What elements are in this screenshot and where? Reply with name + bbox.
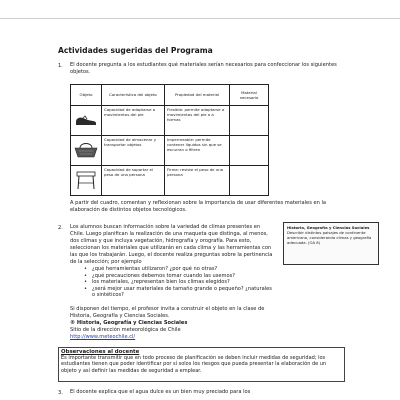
basket-icon (73, 142, 99, 158)
object-cell (71, 166, 102, 196)
list-item: • ¿qué herramientas utilizaron? ¿por qué no otras? (84, 266, 274, 273)
table-cell (230, 166, 269, 196)
table-row (71, 166, 269, 196)
meteochile-link[interactable]: http://www.meteochile.cl/ (70, 334, 136, 340)
item2-number: 2. (58, 225, 63, 231)
table-cell (230, 136, 269, 166)
table-row (71, 136, 269, 166)
page-title: Actividades sugeridas del Programa (58, 46, 213, 55)
curriculum-sidebox (283, 222, 379, 265)
table-header-row (71, 85, 269, 106)
item1-reflection: A partir del cuadro, comentan y reflexionan sobre la importancia de usar diferentes materiales en la elaboración de distintos objetos tecnológicos. (70, 200, 326, 213)
sidebox-text: Describir distintos paisajes de continente americano, considerando climas y geografía adecuada. (OA 8) (287, 230, 372, 245)
item3-number: 3. (58, 390, 63, 396)
item1-text: El docente pregunta a los estudiantes qué materiales serían necesarios para confeccionar los siguientes objetos. (70, 62, 337, 75)
object-cell (71, 106, 102, 136)
stool-icon (74, 169, 98, 191)
materials-table (70, 84, 269, 196)
table-header-cell: Material necesario (230, 85, 269, 106)
table-header-cell: Propiedad del material (165, 85, 230, 106)
item3-text: El docente explica que el agua dulce es un bien muy preciado para los (70, 389, 251, 395)
table-header-cell: Objeto (71, 85, 102, 106)
question-list (84, 266, 274, 299)
shoe-icon (74, 113, 98, 127)
table-cell (230, 106, 269, 136)
subject-label: ® Historia, Geografía y Ciencias Sociales (70, 320, 188, 326)
teacher-notes-title: Observaciones al docente (61, 349, 140, 355)
table-cell: Firme: resiste el peso de una persona (165, 166, 230, 196)
table-cell: Capacidad de almacenar y transportar objetos (102, 136, 165, 166)
table-cell: Capacidad de soportar el peso de una persona (102, 166, 165, 196)
table-cell: Flexible: permite adaptarse a movimientos del pie o a formas (165, 106, 230, 136)
sidebox-title: Historia, Geografía y Ciencias Sociales (287, 225, 370, 230)
list-item: • ¿será mejor usar materiales de tamaño grande o pequeño? ¿naturales o sintéticos? (84, 286, 274, 299)
site-label: Sitio de la dirección meteorológica de Chile (70, 327, 181, 333)
teacher-notes-text: Es importante transmitir que en todo proceso de planificación se deben incluir medidas de seguridad; los estudiantes tienen que poder identificar por sí solos los riesgos que pueda presentar la elaboración de un objeto y así definir las medidas de seguridad a emplear. (61, 355, 327, 374)
item2-text: Los alumnos buscan información sobre la variedad de climas presentes en Chile. Luego planifican la realización de una maqueta que distinga, al menos, dos climas y que incluya vegetación, hidrografía y orografía. Para esto, seleccionan los materiales que utilizarán en cada clima y las herramientas con las que los trabajarán. Luego, el docente realiza preguntas sobre la pertinencia de la selección; por ejemplo (70, 224, 273, 265)
header-rule (0, 18, 400, 19)
object-cell (71, 136, 102, 166)
table-header-cell: Característica del objeto (102, 85, 165, 106)
table-cell: Capacidad de adaptarse a movimientos del pie (102, 106, 165, 136)
table-row (71, 106, 269, 136)
table-cell: Impermeable: permite contener líquidos sin que se escurran o filtren (165, 136, 230, 166)
list-item: • los materiales, ¿representan bien los climas elegidos? (84, 279, 274, 286)
teacher-notes-box (58, 347, 345, 382)
item1-number: 1. (58, 63, 63, 69)
item2-closing: Si disponen del tiempo, el profesor invita a construir el objeto en la clase de Historia, Geografía y Ciencias Sociales. (70, 306, 265, 319)
list-item: • ¿qué precauciones debemos tomar cuando las usemos? (84, 273, 274, 280)
